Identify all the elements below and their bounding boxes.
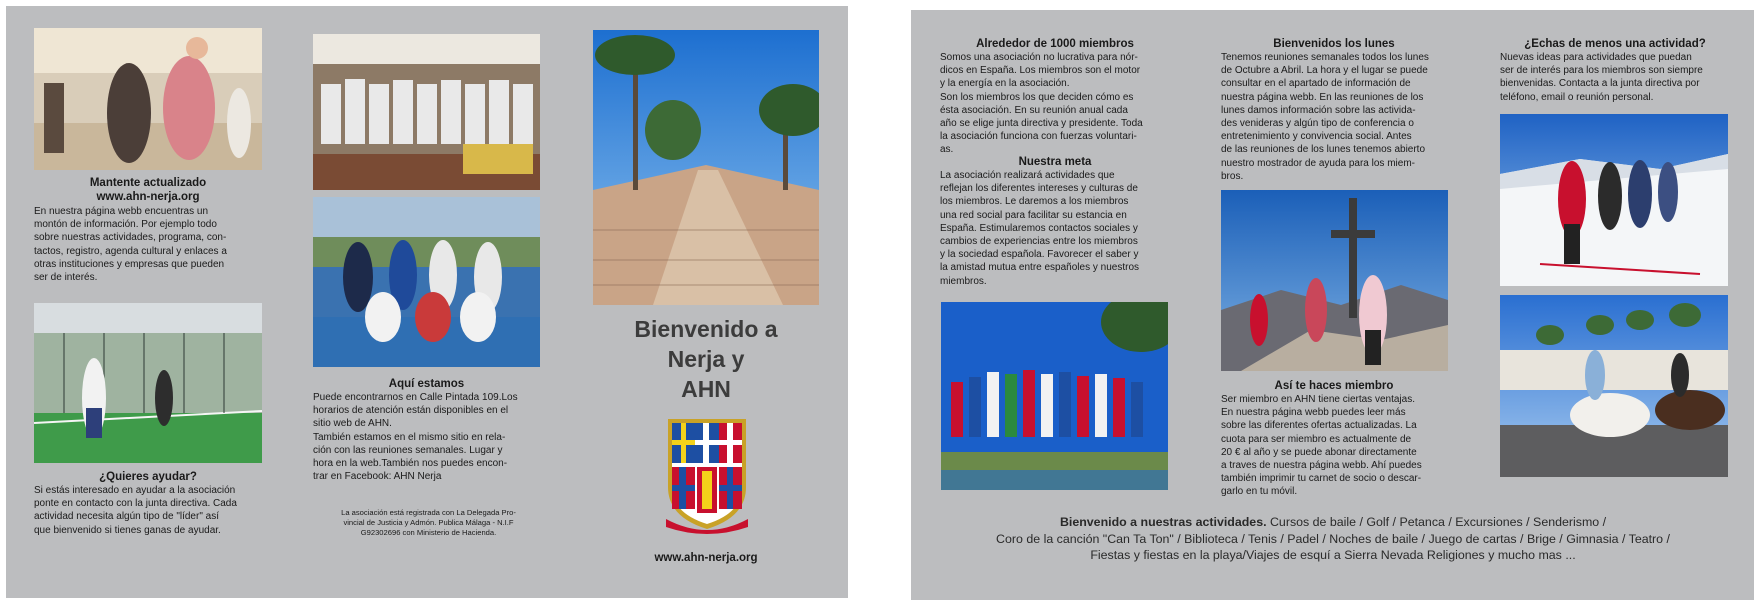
registration-note: La asociación está registrada con La Delegada Pro- vincial de Justicia y Admón. Publica Málaga - N.I.F G92302696 con Ministerio de Hacienda. [341,508,516,537]
ahn-crest-logo [664,417,750,541]
horse-riding-photo [1500,295,1728,477]
website-url-heading[interactable]: www.ahn-nerja.org [96,191,200,203]
stay-updated-text: En nuestra página webb encuentras un montón de información. Por ejemplo todo sobre nuestras actividades, programa, con- tactos, registro, agenda cultural y enlaces a otras instituciones y empresas que pueden ser de interés. [34,206,227,284]
want-to-help-text: Si estás interesado en ayudar a la asociación ponte en contacto con la junta directiva. Cada actividad necesita algún tipo de "líder" así que bienvenido si tienes ganas de ayudar. [34,485,237,536]
here-we-are-text: Puede encontrarnos en Calle Pintada 109.Los horarios de atención están disponibles en el sitio web de AHN. También estamos en el mismo sitio en rela- ción con las reuniones semanales. Lugar y hora en la web.También nos puedes encon- trar en Facebook: AHN Nerja [313,392,518,483]
members-text: Somos una asociación no lucrativa para nór- dicos en España. Los miembros son el motor y la energía en la asociación. Son los miembros los que deciden cómo es ésta asociación. En su reunión anual cada año se elige junta directiva y presidente. Toda la asociación funciona con fuerzas voluntari- as. [940,52,1143,156]
dancing-photo [34,28,262,170]
activities-line-1: Cursos de baile / Golf / Petanca / Excursiones / Senderismo / [1266,515,1607,529]
welcome-title: Bienvenido a Nerja y AHN [634,316,778,402]
choir-photo [313,34,540,190]
ski-group-photo [1500,114,1728,286]
website-url-footer[interactable]: www.ahn-nerja.org [654,552,758,564]
missing-activity-text: Nuevas ideas para actividades que puedan ser de interés para los miembros son siempre bienvenidas. Contacta a la junta directiva por teléfono, email o reunión personal. [1500,52,1703,103]
stay-updated-heading: Mantente actualizado [89,177,207,189]
activities-list [920,514,1746,564]
mondays-text: Tenemos reuniones semanales todos los lunes de Octubre a Abril. La hora y el lugar se puede consultar en el apartado de información de nuestra página webb. En las reuniones de los lunes damos información sobre las activida- des venideras y algún tipo de conferencia o entretenimiento y convivencia social. Antes de las reuniones de los lunes tenemos abierto nuestro mostrador de ayuda para los miem- bros. [1221,52,1429,182]
become-member-text: Ser miembro en AHN tiene ciertas ventajas. En nuestra página webb puedes leer más sobre las diferentes ofertas actualizadas. La cuota para ser miembro es actualmente de 20 € al año y se puede abonar directamente a traves de nuestra página webb. Ahí puedes también imprimir tu carnet de socio o descar- garlo en tu móvil. [1221,394,1422,498]
tennis-group-photo [313,197,540,367]
here-we-are-heading: Aquí estamos [388,378,465,390]
members-heading: Alrededor de 1000 miembros [976,38,1134,50]
activities-line-2: Coro de la canción "Can Ta Ton" / Biblioteca / Tenis / Padel / Noches de baile / Juego de cartas / Brige / Gimnasia / Teatro / [996,531,1670,546]
activities-lead: Bienvenido a nuestras actividades. [1059,515,1267,529]
palm-promenade-photo [593,30,819,305]
activities-line-3: Fiestas y fiestas en la playa/Viajes de esquí a Sierra Nevada Religiones y mucho mas ... [1090,548,1576,562]
mondays-heading: Bienvenidos los lunes [1273,38,1395,50]
become-member-heading: Así te haces miembro [1274,380,1394,392]
want-to-help-heading: ¿Quieres ayudar? [99,471,197,483]
missing-activity-heading: ¿Echas de menos una actividad? [1524,38,1706,50]
our-goal-heading: Nuestra meta [1018,156,1092,168]
padel-photo [34,303,262,463]
flags-photo [941,302,1168,490]
mountain-cross-photo [1221,190,1448,371]
our-goal-text: La asociación realizará actividades que reflejan los diferentes intereses y culturas de los miembros. Le daremos a los miembros una red social para facilitar su estancia en España. Estimularemos contactos sociales y cambios de experiencias entre los miembros y la sociedad española. Favorecer el saber y la amistad mutua entre españoles y nuestros miembros. [940,170,1139,287]
